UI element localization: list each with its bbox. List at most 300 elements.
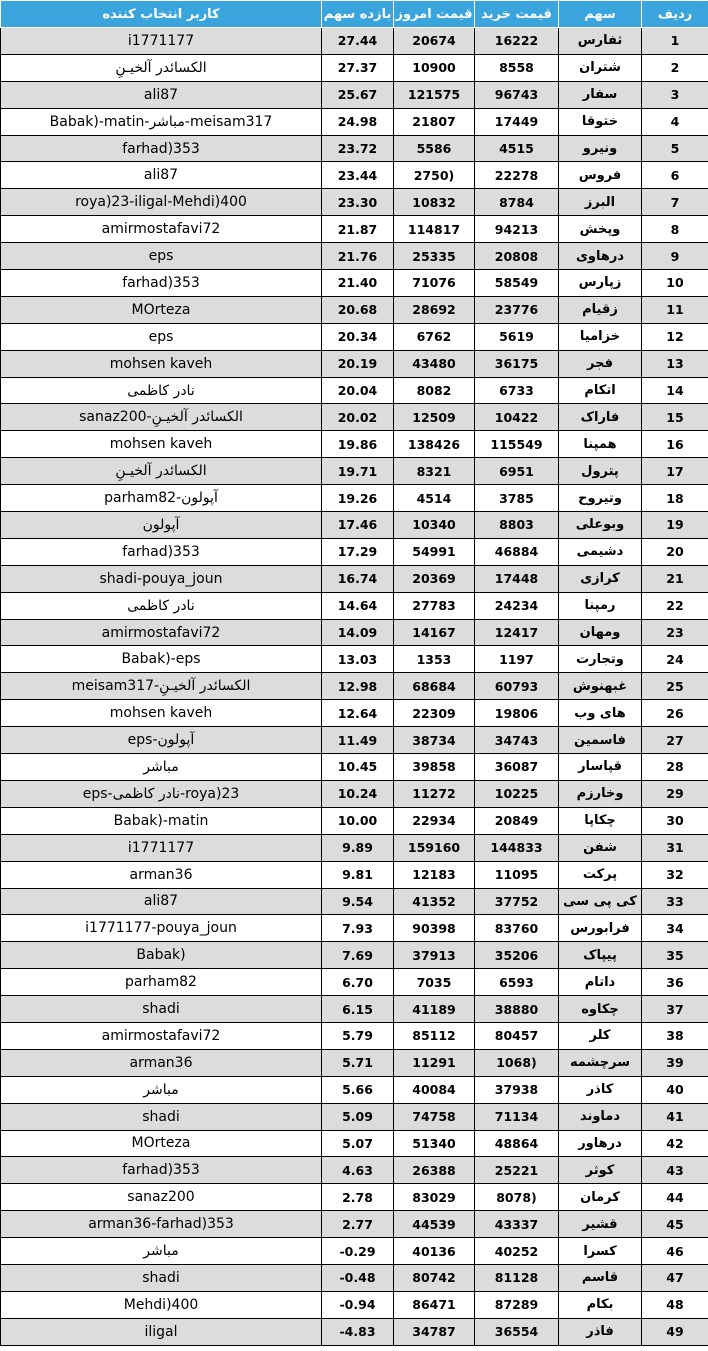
cell-return: 23.30 (322, 189, 394, 216)
table-row (1, 458, 708, 485)
cell-stock: پرکت (559, 861, 642, 888)
header-index: ردیف (642, 1, 708, 28)
cell-index: 43 (642, 1157, 708, 1184)
cell-buy-price: 4515 (475, 135, 559, 162)
table-row (1, 1103, 708, 1130)
table-row (1, 1049, 708, 1076)
table-row (1, 1264, 708, 1291)
cell-return: 20.02 (322, 404, 394, 431)
table-row (1, 1238, 708, 1265)
cell-stock: زپارس (559, 270, 642, 297)
cell-today-price: 14167 (394, 619, 475, 646)
cell-today-price: 12183 (394, 861, 475, 888)
cell-index: 41 (642, 1103, 708, 1130)
cell-user: farhad)353 (1, 1157, 322, 1184)
cell-today-price: 74758 (394, 1103, 475, 1130)
cell-index: 1 (642, 28, 708, 55)
cell-buy-price: 8784 (475, 189, 559, 216)
cell-stock: سفار (559, 81, 642, 108)
cell-user: ali87 (1, 888, 322, 915)
cell-today-price: 12509 (394, 404, 475, 431)
cell-stock: شتران (559, 54, 642, 81)
cell-stock: دشیمی (559, 538, 642, 565)
cell-user: eps (1, 323, 322, 350)
cell-buy-price: 36554 (475, 1318, 559, 1345)
table-row (1, 162, 708, 189)
table-row (1, 81, 708, 108)
cell-today-price: 51340 (394, 1130, 475, 1157)
cell-user: eps (1, 243, 322, 270)
cell-return: 25.67 (322, 81, 394, 108)
cell-buy-price: 16222 (475, 28, 559, 55)
cell-user: shadi (1, 996, 322, 1023)
cell-stock: چکاوه (559, 996, 642, 1023)
cell-today-price: 10832 (394, 189, 475, 216)
cell-stock: کرمان (559, 1184, 642, 1211)
table-row (1, 1157, 708, 1184)
table-row (1, 754, 708, 781)
cell-index: 14 (642, 377, 708, 404)
cell-stock: داتام (559, 969, 642, 996)
cell-user: آپولون (1, 512, 322, 539)
cell-index: 9 (642, 243, 708, 270)
cell-today-price: 41189 (394, 996, 475, 1023)
cell-buy-price: 43337 (475, 1211, 559, 1238)
cell-return: 23.44 (322, 162, 394, 189)
table-row (1, 861, 708, 888)
cell-return: 20.04 (322, 377, 394, 404)
cell-index: 34 (642, 915, 708, 942)
cell-user: Babak)-matin (1, 807, 322, 834)
cell-buy-price: 34743 (475, 727, 559, 754)
cell-user: mohsen kaveh (1, 350, 322, 377)
cell-index: 4 (642, 108, 708, 135)
cell-user: مباشر (1, 754, 322, 781)
cell-today-price: 40136 (394, 1238, 475, 1265)
cell-user: مباشر (1, 1238, 322, 1265)
cell-user: farhad)353 (1, 135, 322, 162)
table-row (1, 135, 708, 162)
cell-user: الکسائدر آلخیـنِ (1, 458, 322, 485)
table-row (1, 1291, 708, 1318)
cell-index: 10 (642, 270, 708, 297)
cell-return: 21.76 (322, 243, 394, 270)
cell-buy-price: 6593 (475, 969, 559, 996)
cell-return: 6.15 (322, 996, 394, 1023)
cell-today-price: 39858 (394, 754, 475, 781)
cell-today-price: 37913 (394, 942, 475, 969)
cell-return: 20.68 (322, 296, 394, 323)
header-stock: سهم (559, 1, 642, 28)
table-row (1, 404, 708, 431)
cell-index: 40 (642, 1076, 708, 1103)
cell-return: 5.79 (322, 1022, 394, 1049)
cell-return: 9.89 (322, 834, 394, 861)
cell-stock: کسرا (559, 1238, 642, 1265)
cell-buy-price: 6733 (475, 377, 559, 404)
table-row (1, 727, 708, 754)
cell-stock: چکاپا (559, 807, 642, 834)
cell-index: 7 (642, 189, 708, 216)
cell-index: 18 (642, 485, 708, 512)
cell-user: Babak) (1, 942, 322, 969)
cell-stock: کرازی (559, 565, 642, 592)
cell-stock: های وب (559, 700, 642, 727)
cell-buy-price: 3785 (475, 485, 559, 512)
cell-buy-price: 36087 (475, 754, 559, 781)
cell-user: الکسائدر آلخیـنِ (1, 54, 322, 81)
table-row (1, 28, 708, 55)
cell-buy-price: 1197 (475, 646, 559, 673)
cell-index: 24 (642, 646, 708, 673)
cell-user: farhad)353 (1, 538, 322, 565)
table-row (1, 54, 708, 81)
cell-buy-price: 94213 (475, 216, 559, 243)
cell-today-price: 5586 (394, 135, 475, 162)
cell-stock: فاسمین (559, 727, 642, 754)
cell-today-price: 7035 (394, 969, 475, 996)
cell-stock: ومهان (559, 619, 642, 646)
cell-user: iligal (1, 1318, 322, 1345)
cell-buy-price: 144833 (475, 834, 559, 861)
cell-user: amirmostafavi72 (1, 216, 322, 243)
cell-user: مباشر (1, 1076, 322, 1103)
cell-index: 19 (642, 512, 708, 539)
cell-user: parham82 (1, 969, 322, 996)
table-row (1, 646, 708, 673)
cell-user: ali87 (1, 162, 322, 189)
cell-user: MOrteza (1, 1130, 322, 1157)
cell-stock: کی پی سی (559, 888, 642, 915)
cell-user: shadi-pouya_joun (1, 565, 322, 592)
cell-index: 49 (642, 1318, 708, 1345)
cell-today-price: 21807 (394, 108, 475, 135)
cell-stock: بکام (559, 1291, 642, 1318)
cell-user: farhad)353 (1, 270, 322, 297)
cell-buy-price: 60793 (475, 673, 559, 700)
cell-return: 21.87 (322, 216, 394, 243)
cell-index: 39 (642, 1049, 708, 1076)
cell-today-price: 85112 (394, 1022, 475, 1049)
cell-buy-price: 6951 (475, 458, 559, 485)
cell-user: i1771177 (1, 28, 322, 55)
cell-index: 8 (642, 216, 708, 243)
cell-buy-price: 8803 (475, 512, 559, 539)
cell-index: 31 (642, 834, 708, 861)
cell-return: 5.71 (322, 1049, 394, 1076)
cell-user: Mehdi)400 (1, 1291, 322, 1318)
cell-stock: پیپاک (559, 942, 642, 969)
cell-stock: خزامیا (559, 323, 642, 350)
cell-user: i1771177-pouya_joun (1, 915, 322, 942)
cell-return: 14.09 (322, 619, 394, 646)
cell-return: 5.09 (322, 1103, 394, 1130)
table-row (1, 108, 708, 135)
cell-stock: ثفارس (559, 28, 642, 55)
cell-index: 38 (642, 1022, 708, 1049)
cell-index: 26 (642, 700, 708, 727)
cell-stock: رمپنا (559, 592, 642, 619)
cell-stock: اتکام (559, 377, 642, 404)
cell-today-price: 43480 (394, 350, 475, 377)
cell-stock: شفن (559, 834, 642, 861)
cell-today-price: 38734 (394, 727, 475, 754)
cell-buy-price: 80457 (475, 1022, 559, 1049)
table-row (1, 673, 708, 700)
cell-stock: وپخش (559, 216, 642, 243)
cell-today-price: 8321 (394, 458, 475, 485)
cell-user: MOrteza (1, 296, 322, 323)
cell-index: 11 (642, 296, 708, 323)
cell-index: 20 (642, 538, 708, 565)
cell-buy-price: 12417 (475, 619, 559, 646)
cell-index: 44 (642, 1184, 708, 1211)
cell-stock: وتجارت (559, 646, 642, 673)
table-row (1, 780, 708, 807)
cell-today-price: 34787 (394, 1318, 475, 1345)
cell-index: 3 (642, 81, 708, 108)
cell-user: amirmostafavi72 (1, 619, 322, 646)
cell-stock: ونیرو (559, 135, 642, 162)
table-row (1, 243, 708, 270)
cell-buy-price: 8558 (475, 54, 559, 81)
cell-today-price: 26388 (394, 1157, 475, 1184)
cell-return: 19.71 (322, 458, 394, 485)
cell-stock: فاذر (559, 1318, 642, 1345)
table-row (1, 565, 708, 592)
cell-buy-price: 11095 (475, 861, 559, 888)
header-today-price: قیمت امروز (394, 1, 475, 28)
cell-buy-price: 87289 (475, 1291, 559, 1318)
cell-buy-price: 38880 (475, 996, 559, 1023)
cell-index: 29 (642, 780, 708, 807)
cell-user: mohsen kaveh (1, 431, 322, 458)
cell-user: arman36 (1, 1049, 322, 1076)
cell-index: 28 (642, 754, 708, 781)
cell-user: sanaz200 (1, 1184, 322, 1211)
cell-today-price: 20369 (394, 565, 475, 592)
cell-index: 16 (642, 431, 708, 458)
cell-today-price: 2750) (394, 162, 475, 189)
cell-today-price: 10340 (394, 512, 475, 539)
cell-today-price: 27783 (394, 592, 475, 619)
header-return: بازده سهم (322, 1, 394, 28)
cell-return: 7.93 (322, 915, 394, 942)
cell-buy-price: 10422 (475, 404, 559, 431)
cell-index: 5 (642, 135, 708, 162)
cell-stock: وخارزم (559, 780, 642, 807)
cell-today-price: 1353 (394, 646, 475, 673)
cell-return: 10.00 (322, 807, 394, 834)
cell-stock: کاذر (559, 1076, 642, 1103)
cell-return: 13.03 (322, 646, 394, 673)
cell-buy-price: 8078) (475, 1184, 559, 1211)
cell-today-price: 54991 (394, 538, 475, 565)
cell-stock: کوثر (559, 1157, 642, 1184)
table-row (1, 377, 708, 404)
cell-stock: دماوند (559, 1103, 642, 1130)
table-row (1, 538, 708, 565)
cell-user: i1771177 (1, 834, 322, 861)
table-row (1, 296, 708, 323)
cell-return: 21.40 (322, 270, 394, 297)
cell-stock: پترول (559, 458, 642, 485)
cell-return: 14.64 (322, 592, 394, 619)
table-row (1, 1076, 708, 1103)
cell-today-price: 159160 (394, 834, 475, 861)
cell-stock: کلر (559, 1022, 642, 1049)
cell-return: -0.94 (322, 1291, 394, 1318)
table-row (1, 942, 708, 969)
cell-buy-price: 19806 (475, 700, 559, 727)
cell-return: 20.34 (322, 323, 394, 350)
cell-stock: البرز (559, 189, 642, 216)
cell-index: 42 (642, 1130, 708, 1157)
cell-return: 7.69 (322, 942, 394, 969)
cell-user: Babak)-eps (1, 646, 322, 673)
table-row (1, 216, 708, 243)
cell-return: 17.46 (322, 512, 394, 539)
cell-user: eps-نادر کاظمی-roya)23 (1, 780, 322, 807)
cell-stock: همپنا (559, 431, 642, 458)
cell-return: -0.29 (322, 1238, 394, 1265)
header-buy-price: قیمت خرید (475, 1, 559, 28)
cell-user: ali87 (1, 81, 322, 108)
cell-buy-price: 115549 (475, 431, 559, 458)
cell-return: 5.66 (322, 1076, 394, 1103)
cell-buy-price: 46884 (475, 538, 559, 565)
cell-return: 5.07 (322, 1130, 394, 1157)
cell-today-price: 10900 (394, 54, 475, 81)
cell-buy-price: 36175 (475, 350, 559, 377)
cell-index: 45 (642, 1211, 708, 1238)
cell-stock: فاراک (559, 404, 642, 431)
cell-index: 22 (642, 592, 708, 619)
cell-index: 32 (642, 861, 708, 888)
cell-return: 27.37 (322, 54, 394, 81)
cell-today-price: 25335 (394, 243, 475, 270)
cell-today-price: 80742 (394, 1264, 475, 1291)
cell-today-price: 6762 (394, 323, 475, 350)
table-row (1, 888, 708, 915)
cell-return: 20.19 (322, 350, 394, 377)
header-user: کاربر انتخاب کننده (1, 1, 322, 28)
cell-return: 10.45 (322, 754, 394, 781)
cell-today-price: 11291 (394, 1049, 475, 1076)
cell-buy-price: 1068) (475, 1049, 559, 1076)
cell-today-price: 86471 (394, 1291, 475, 1318)
table-body (1, 28, 708, 1346)
cell-today-price: 121575 (394, 81, 475, 108)
cell-buy-price: 24234 (475, 592, 559, 619)
cell-stock: ختوقا (559, 108, 642, 135)
cell-return: 16.74 (322, 565, 394, 592)
cell-return: 2.78 (322, 1184, 394, 1211)
cell-index: 23 (642, 619, 708, 646)
cell-return: 12.98 (322, 673, 394, 700)
cell-buy-price: 25221 (475, 1157, 559, 1184)
table-row (1, 323, 708, 350)
cell-stock: غبهنوش (559, 673, 642, 700)
table-row (1, 969, 708, 996)
cell-buy-price: 22278 (475, 162, 559, 189)
cell-return: 11.49 (322, 727, 394, 754)
cell-user: mohsen kaveh (1, 700, 322, 727)
cell-return: 19.26 (322, 485, 394, 512)
cell-index: 6 (642, 162, 708, 189)
cell-buy-price: 81128 (475, 1264, 559, 1291)
cell-buy-price: 20849 (475, 807, 559, 834)
cell-buy-price: 40252 (475, 1238, 559, 1265)
table-row (1, 700, 708, 727)
cell-user: meisam317-الکسائدر آلخیـنِ (1, 673, 322, 700)
cell-index: 37 (642, 996, 708, 1023)
cell-stock: زقیام (559, 296, 642, 323)
cell-buy-price: 17448 (475, 565, 559, 592)
cell-stock: سرچشمه (559, 1049, 642, 1076)
cell-user: amirmostafavi72 (1, 1022, 322, 1049)
table-header-row (1, 1, 708, 28)
cell-stock: فروس (559, 162, 642, 189)
table-row (1, 270, 708, 297)
table-row (1, 1130, 708, 1157)
cell-return: 17.29 (322, 538, 394, 565)
cell-stock: وبوعلی (559, 512, 642, 539)
cell-today-price: 20674 (394, 28, 475, 55)
cell-buy-price: 83760 (475, 915, 559, 942)
cell-today-price: 138426 (394, 431, 475, 458)
table-row (1, 512, 708, 539)
cell-today-price: 41352 (394, 888, 475, 915)
cell-buy-price: 5619 (475, 323, 559, 350)
cell-user: eps-آپولون (1, 727, 322, 754)
cell-user: نادر کاظمی (1, 377, 322, 404)
cell-buy-price: 37938 (475, 1076, 559, 1103)
cell-buy-price: 20808 (475, 243, 559, 270)
cell-index: 36 (642, 969, 708, 996)
cell-return: 6.70 (322, 969, 394, 996)
cell-return: 4.63 (322, 1157, 394, 1184)
cell-stock: درهاور (559, 1130, 642, 1157)
cell-today-price: 90398 (394, 915, 475, 942)
cell-index: 33 (642, 888, 708, 915)
cell-stock: وتیروح (559, 485, 642, 512)
cell-user: sanaz200-الکسائدر آلخیـنِ (1, 404, 322, 431)
cell-user: arman36-farhad)353 (1, 1211, 322, 1238)
cell-index: 13 (642, 350, 708, 377)
cell-return: 27.44 (322, 28, 394, 55)
cell-index: 15 (642, 404, 708, 431)
cell-user: parham82-آپولون (1, 485, 322, 512)
cell-today-price: 68684 (394, 673, 475, 700)
cell-user: shadi (1, 1103, 322, 1130)
cell-buy-price: 17449 (475, 108, 559, 135)
cell-return: 10.24 (322, 780, 394, 807)
cell-today-price: 28692 (394, 296, 475, 323)
cell-stock: درهاوی (559, 243, 642, 270)
table-row (1, 619, 708, 646)
cell-return: 9.54 (322, 888, 394, 915)
cell-index: 47 (642, 1264, 708, 1291)
cell-buy-price: 48864 (475, 1130, 559, 1157)
cell-index: 12 (642, 323, 708, 350)
cell-index: 30 (642, 807, 708, 834)
cell-return: 2.77 (322, 1211, 394, 1238)
cell-today-price: 83029 (394, 1184, 475, 1211)
cell-today-price: 11272 (394, 780, 475, 807)
cell-buy-price: 35206 (475, 942, 559, 969)
cell-buy-price: 71134 (475, 1103, 559, 1130)
